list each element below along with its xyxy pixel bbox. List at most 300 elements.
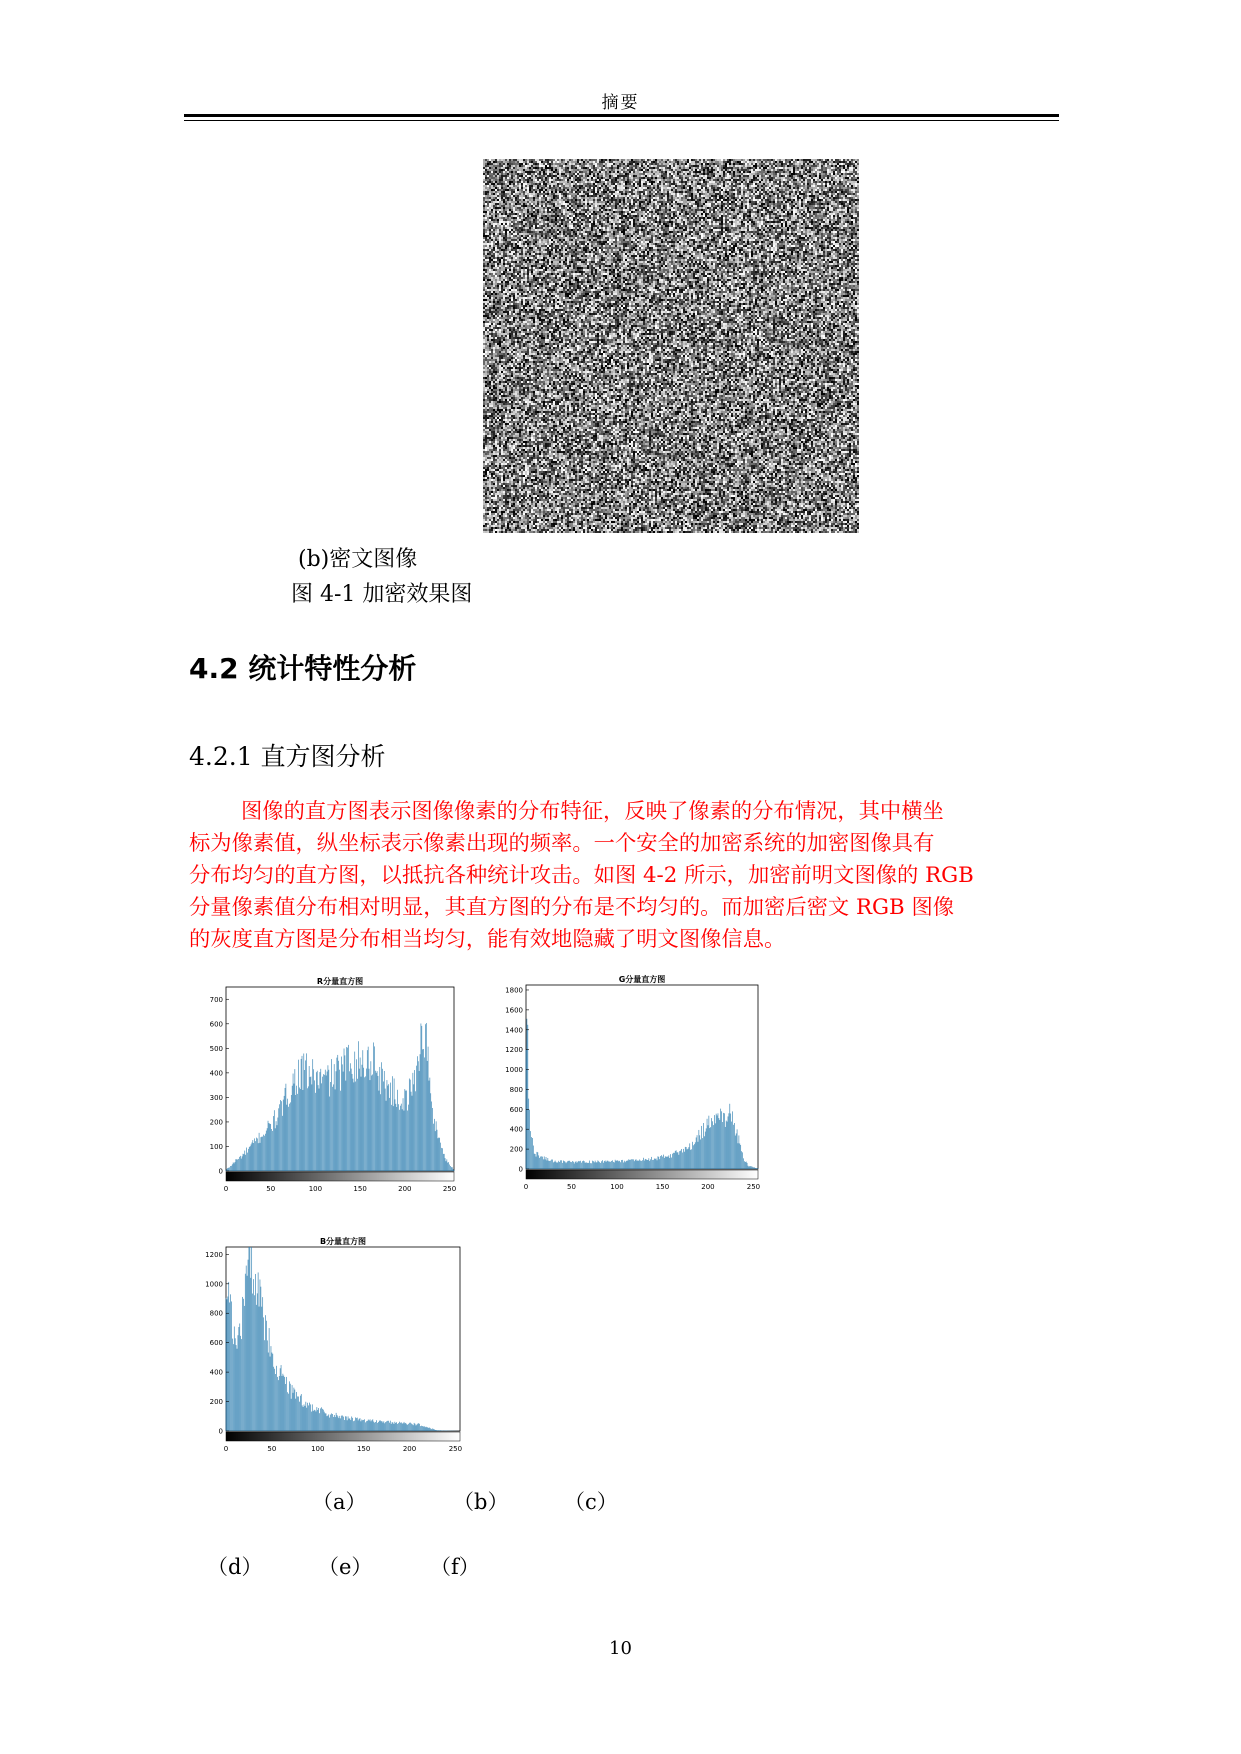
x-tick-label: 0 — [523, 1183, 529, 1191]
histogram-bar — [369, 1420, 370, 1431]
panel-label-f: （f） — [430, 1555, 480, 1579]
histogram-bar — [268, 1121, 269, 1171]
y-tick-label: 200 — [509, 1145, 523, 1154]
histogram-bar — [228, 1296, 229, 1431]
y-tick-label: 1200 — [505, 1046, 523, 1055]
histogram-b — [196, 1235, 466, 1457]
histogram-bar — [334, 1064, 335, 1171]
histogram-bar — [587, 1163, 588, 1169]
histogram-bar — [749, 1167, 750, 1169]
histogram-bar — [548, 1161, 549, 1169]
histogram-bar — [611, 1161, 612, 1169]
histogram-bar — [537, 1152, 538, 1169]
histogram-bar — [685, 1147, 686, 1169]
histogram-bar — [299, 1087, 300, 1171]
histogram-bar — [358, 1420, 359, 1431]
histogram-bar — [399, 1110, 400, 1171]
histogram-bar — [588, 1163, 589, 1169]
histogram-bar — [734, 1123, 735, 1169]
histogram-bar — [597, 1162, 598, 1169]
histogram-bar — [414, 1070, 415, 1171]
x-tick-label: 250 — [442, 1185, 457, 1193]
y-tick-label: 400 — [209, 1069, 223, 1078]
histogram-bar — [444, 1154, 445, 1171]
histogram-bar — [329, 1418, 330, 1431]
histogram-bar — [385, 1422, 386, 1431]
histogram-bar — [699, 1130, 700, 1169]
histogram-bar — [284, 1096, 285, 1171]
histogram-bar — [269, 1328, 270, 1431]
histogram-bar — [696, 1137, 697, 1169]
histogram-bar — [437, 1130, 438, 1171]
histogram-bar — [288, 1394, 289, 1431]
histogram-bar — [758, 1168, 759, 1169]
histogram-bar — [417, 1425, 418, 1431]
histogram-bar — [395, 1422, 396, 1431]
histogram-bar — [322, 1409, 323, 1431]
histogram-bar — [278, 1108, 279, 1171]
histogram-bar — [302, 1056, 303, 1171]
histogram-bar — [251, 1247, 252, 1431]
histogram-bar — [229, 1167, 230, 1171]
histogram-bar — [424, 1426, 425, 1431]
histogram-bar — [228, 1282, 229, 1431]
paragraph-line: 标为像素值，纵坐标表示像素出现的频率。一个安全的加密系统的加密图像具有 — [189, 831, 935, 856]
histogram-bar — [658, 1156, 659, 1169]
histogram-bar — [654, 1159, 655, 1169]
histogram-bar — [270, 1357, 271, 1431]
histogram-bar — [374, 1046, 375, 1171]
histogram-bar — [362, 1050, 363, 1171]
y-tick-label: 600 — [509, 1105, 523, 1114]
histogram-bar — [438, 1430, 439, 1431]
histogram-bar — [404, 1422, 405, 1431]
histogram-bar — [347, 1420, 348, 1431]
y-tick-label: 0 — [218, 1427, 223, 1436]
histogram-bar — [388, 1086, 389, 1171]
y-tick-label: 1800 — [505, 986, 523, 995]
histogram-bar — [390, 1421, 391, 1431]
histogram-bar — [602, 1160, 603, 1169]
paragraph-line: 分布均匀的直方图，以抵抗各种统计攻击。如图 4-2 所示，加密前明文图像的 RGB — [189, 863, 974, 888]
histogram-bar — [256, 1138, 257, 1171]
histogram-bar — [632, 1159, 633, 1169]
histogram-bar — [360, 1418, 361, 1431]
histogram-bar — [302, 1405, 303, 1431]
histogram-bar — [347, 1048, 348, 1171]
histogram-bar — [399, 1422, 400, 1431]
histogram-bar — [261, 1287, 262, 1431]
histogram-bar — [428, 1428, 429, 1431]
subsection-heading-4-2-1: 4.2.1 直方图分析 — [189, 742, 386, 771]
histogram-bar — [351, 1416, 352, 1431]
histogram-bar — [320, 1069, 321, 1171]
histogram-bar — [671, 1158, 672, 1169]
section-heading-4-2: 4.2 统计特性分析 — [189, 652, 417, 685]
x-tick-label: 100 — [308, 1185, 323, 1193]
histogram-bar — [274, 1110, 275, 1171]
histogram-bar — [746, 1162, 747, 1169]
histogram-bar — [392, 1422, 393, 1431]
histogram-bar — [337, 1058, 338, 1171]
histogram-bar — [405, 1423, 406, 1431]
histogram-bar — [551, 1160, 552, 1169]
x-tick-label: 250 — [746, 1183, 761, 1191]
histogram-bar — [452, 1167, 453, 1171]
histogram-bar — [402, 1109, 403, 1171]
histogram-bar — [598, 1160, 599, 1169]
histogram-bar — [612, 1160, 613, 1169]
histogram-bar — [681, 1149, 682, 1169]
histogram-bar — [613, 1162, 614, 1169]
histogram-bar — [249, 1247, 250, 1431]
histogram-bar — [420, 1426, 421, 1431]
x-tick-label: 50 — [266, 1185, 276, 1193]
histogram-bar — [427, 1427, 428, 1431]
histogram-bar — [409, 1079, 410, 1171]
histogram-bar — [272, 1354, 273, 1431]
histogram-bar — [666, 1157, 667, 1169]
histogram-bar — [578, 1162, 579, 1169]
histogram-bar — [230, 1166, 231, 1171]
histogram-bar — [560, 1160, 561, 1169]
histogram-bar — [540, 1157, 541, 1169]
panel-label-a: （a） — [312, 1490, 367, 1514]
histogram-bar — [438, 1138, 439, 1171]
histogram-bar — [234, 1326, 235, 1431]
histogram-bar — [416, 1425, 417, 1431]
histogram-bar — [236, 1345, 237, 1431]
histogram-bar — [250, 1146, 251, 1171]
histogram-g-svg — [496, 973, 766, 1197]
histogram-bar — [355, 1417, 356, 1431]
histogram-bar — [351, 1069, 352, 1171]
histogram-bar — [343, 1072, 344, 1171]
histogram-bar — [384, 1071, 385, 1171]
histogram-bar — [305, 1060, 306, 1171]
y-tick-label: 400 — [209, 1368, 223, 1377]
histogram-bar — [539, 1158, 540, 1169]
histogram-bar — [270, 1124, 271, 1171]
histogram-bar — [419, 1424, 420, 1431]
histogram-bar — [368, 1420, 369, 1431]
histogram-bar — [710, 1127, 711, 1169]
x-tick-label: 0 — [223, 1445, 229, 1453]
histogram-bar — [430, 1428, 431, 1431]
histogram-bar — [620, 1162, 621, 1169]
histogram-bar — [349, 1419, 350, 1431]
histogram-bar — [371, 1421, 372, 1431]
histogram-bar — [601, 1161, 602, 1169]
histogram-bar — [743, 1158, 744, 1169]
histogram-bar — [679, 1155, 680, 1169]
histogram-bar — [400, 1106, 401, 1171]
histogram-bar — [337, 1055, 338, 1171]
histogram-bar — [713, 1125, 714, 1169]
histogram-bar — [365, 1422, 366, 1431]
histogram-bar — [702, 1138, 703, 1169]
histogram-bar — [678, 1152, 679, 1169]
histogram-bar — [328, 1065, 329, 1171]
histogram-bar — [380, 1094, 381, 1171]
histogram-bar — [393, 1106, 394, 1171]
histogram-bar — [693, 1145, 694, 1169]
histogram-bar — [383, 1423, 384, 1431]
histogram-bar — [421, 1023, 422, 1171]
histogram-bar — [618, 1160, 619, 1169]
histogram-bar — [545, 1159, 546, 1169]
histogram-bar — [690, 1150, 691, 1169]
histogram-bar — [265, 1134, 266, 1171]
histogram-bar — [574, 1163, 575, 1169]
histogram-bar — [260, 1280, 261, 1431]
histogram-bar — [422, 1426, 423, 1431]
histogram-bar — [398, 1423, 399, 1431]
histogram-bar — [451, 1167, 452, 1171]
histogram-bar — [273, 1367, 274, 1431]
histogram-bar — [227, 1169, 228, 1171]
histogram-bar — [568, 1161, 569, 1169]
histogram-bar — [682, 1152, 683, 1169]
histogram-bar — [453, 1169, 454, 1171]
histogram-bar — [753, 1167, 754, 1169]
histogram-bar — [379, 1421, 380, 1431]
histogram-bar — [441, 1430, 442, 1431]
histogram-bar — [389, 1423, 390, 1431]
histogram-bar — [331, 1059, 332, 1171]
histogram-bar — [244, 1151, 245, 1171]
histogram-bar — [312, 1059, 313, 1171]
histogram-bar — [640, 1161, 641, 1169]
histogram-bar — [292, 1385, 293, 1431]
histogram-bar — [448, 1162, 449, 1171]
histogram-bar — [564, 1161, 565, 1169]
histogram-bar — [605, 1161, 606, 1169]
histogram-bar — [657, 1160, 658, 1169]
grayscale-colorbar — [526, 1170, 758, 1179]
histogram-bar — [417, 1424, 418, 1431]
histogram-bar — [352, 1074, 353, 1171]
ciphertext-image — [483, 159, 859, 533]
histogram-bar — [272, 1131, 273, 1171]
histogram-bar — [528, 1025, 529, 1169]
histogram-bar — [705, 1132, 706, 1169]
histogram-bar — [446, 1161, 447, 1171]
x-tick-label: 150 — [356, 1445, 371, 1453]
histogram-bar — [722, 1122, 723, 1169]
histogram-bar — [325, 1070, 326, 1171]
histogram-bar — [264, 1340, 265, 1431]
histogram-bar — [350, 1420, 351, 1431]
histogram-bar — [371, 1061, 372, 1171]
histogram-bar — [258, 1272, 259, 1431]
histogram-bar — [341, 1416, 342, 1431]
histogram-bar — [303, 1054, 304, 1171]
histogram-bar — [256, 1305, 257, 1431]
histogram-bar — [425, 1024, 426, 1171]
histogram-bar — [336, 1071, 337, 1171]
histogram-bar — [435, 1131, 436, 1171]
paragraph-line: 分量像素值分布相对明显，其直方图的分布是不均匀的。而加密后密文 RGB 图像 — [189, 895, 955, 920]
histogram-bar — [757, 1168, 758, 1169]
histogram-bar — [361, 1420, 362, 1431]
histogram-bar — [346, 1081, 347, 1171]
histogram-bar — [346, 1047, 347, 1171]
histogram-bar — [741, 1151, 742, 1169]
histogram-bar — [592, 1161, 593, 1169]
histogram-bar — [276, 1366, 277, 1431]
histogram-bar — [433, 1124, 434, 1171]
histogram-bar — [546, 1157, 547, 1169]
histogram-bar — [750, 1166, 751, 1169]
histogram-bar — [732, 1111, 733, 1169]
y-tick-label: 600 — [209, 1020, 223, 1029]
histogram-bar — [755, 1168, 756, 1169]
y-tick-label: 0 — [518, 1165, 523, 1174]
histogram-bar — [227, 1168, 228, 1171]
histogram-bar — [405, 1091, 406, 1171]
histogram-bar — [247, 1276, 248, 1431]
histogram-bar — [311, 1412, 312, 1431]
y-tick-label: 500 — [209, 1044, 223, 1053]
histogram-bar — [410, 1423, 411, 1431]
histogram-bar — [418, 1061, 419, 1171]
histogram-bar — [576, 1161, 577, 1169]
histogram-bar — [358, 1041, 359, 1171]
histogram-bar — [638, 1160, 639, 1169]
histogram-bar — [628, 1159, 629, 1169]
histogram-bar — [306, 1402, 307, 1431]
histogram-bar — [383, 1081, 384, 1171]
histogram-bar — [316, 1072, 317, 1171]
y-tick-label: 700 — [209, 995, 223, 1004]
histogram-bar — [662, 1157, 663, 1169]
histogram-bar — [371, 1075, 372, 1171]
histogram-bar — [364, 1077, 365, 1171]
histogram-bar — [615, 1160, 616, 1169]
header-rule-thin — [184, 120, 1059, 121]
histogram-bar — [381, 1421, 382, 1431]
histogram-bar — [342, 1064, 343, 1171]
histogram-bar — [327, 1071, 328, 1171]
histogram-bar — [608, 1161, 609, 1169]
histogram-bar — [674, 1153, 675, 1169]
histogram-bar — [719, 1118, 720, 1169]
histogram-bar — [420, 1054, 421, 1171]
histogram-bar — [293, 1393, 294, 1431]
histogram-bar — [240, 1336, 241, 1431]
histogram-bar — [308, 1405, 309, 1431]
histogram-bar — [235, 1338, 236, 1431]
histogram-bar — [285, 1088, 286, 1171]
histogram-bar — [296, 1086, 297, 1171]
histogram-bar — [248, 1149, 249, 1171]
histogram-bar — [596, 1162, 597, 1169]
histogram-bar — [299, 1402, 300, 1431]
histogram-bar — [580, 1161, 581, 1169]
histogram-bar — [292, 1086, 293, 1171]
histogram-bar — [694, 1144, 695, 1169]
histogram-bar — [624, 1161, 625, 1169]
histogram-bar — [573, 1162, 574, 1169]
histogram-bar — [745, 1162, 746, 1169]
histogram-bar — [243, 1299, 244, 1431]
histogram-bar — [361, 1421, 362, 1431]
histogram-bar — [318, 1408, 319, 1431]
histogram-bar — [655, 1159, 656, 1169]
histogram-bar — [447, 1163, 448, 1171]
histogram-bar — [429, 1081, 430, 1171]
histogram-bar — [754, 1167, 755, 1169]
histogram-bar — [282, 1116, 283, 1171]
histogram-bar — [594, 1162, 595, 1169]
histogram-bar — [254, 1138, 255, 1171]
histogram-bar — [718, 1113, 719, 1169]
histogram-bar — [686, 1147, 687, 1169]
histogram-bar — [391, 1424, 392, 1431]
histogram-bar — [423, 1426, 424, 1431]
histogram-bar — [436, 1121, 437, 1171]
histogram-bar — [440, 1430, 441, 1431]
histogram-bar — [348, 1416, 349, 1431]
histogram-bar — [387, 1421, 388, 1431]
histogram-bar — [366, 1421, 367, 1431]
histogram-bar — [376, 1073, 377, 1171]
histogram-bar — [586, 1162, 587, 1169]
histogram-bar — [610, 1162, 611, 1169]
histogram-bar — [642, 1160, 643, 1169]
histogram-bar — [744, 1161, 745, 1169]
histogram-bar — [255, 1274, 256, 1431]
histogram-bar — [396, 1107, 397, 1171]
histogram-bar — [558, 1162, 559, 1169]
chart-title: G分量直方图 — [618, 975, 666, 984]
histogram-bar — [321, 1083, 322, 1171]
histogram-bar — [739, 1135, 740, 1169]
histogram-bar — [339, 1418, 340, 1431]
panel-label-e: （e） — [318, 1555, 373, 1579]
y-tick-label: 1200 — [205, 1250, 223, 1259]
histogram-bar — [715, 1123, 716, 1169]
histogram-bar — [289, 1381, 290, 1431]
histogram-bar — [538, 1155, 539, 1169]
histogram-bar — [237, 1159, 238, 1171]
histogram-bar — [404, 1111, 405, 1171]
header-rule-thick — [184, 114, 1059, 117]
histogram-bar — [318, 1085, 319, 1171]
histogram-bar — [307, 1403, 308, 1431]
histogram-bar — [659, 1159, 660, 1169]
histogram-bar — [313, 1069, 314, 1171]
histogram-bar — [331, 1413, 332, 1431]
histogram-bar — [711, 1118, 712, 1169]
histogram-bar — [527, 1019, 528, 1169]
histogram-bar — [439, 1430, 440, 1431]
histogram-bar — [319, 1089, 320, 1171]
histogram-bar — [569, 1161, 570, 1169]
histogram-bar — [425, 1427, 426, 1431]
histogram-bar — [233, 1162, 234, 1171]
histogram-bar — [269, 1123, 270, 1171]
histogram-bar — [261, 1307, 262, 1431]
histogram-bar — [272, 1353, 273, 1431]
histogram-bar — [245, 1274, 246, 1431]
histogram-bar — [430, 1078, 431, 1171]
histogram-bar — [279, 1376, 280, 1431]
histogram-bar — [558, 1161, 559, 1169]
histogram-bar — [406, 1423, 407, 1431]
histogram-bar — [275, 1128, 276, 1171]
